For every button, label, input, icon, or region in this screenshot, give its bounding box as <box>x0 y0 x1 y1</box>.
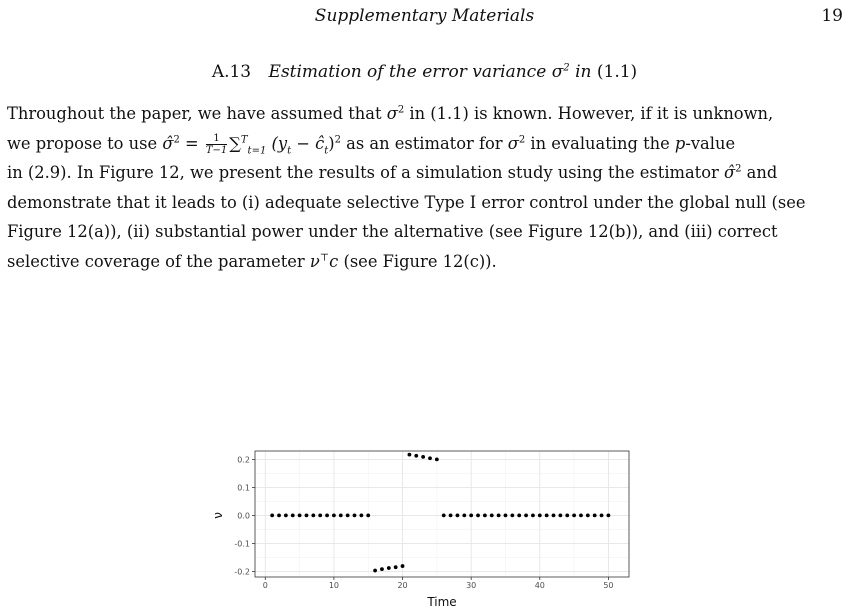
figure <box>212 448 632 611</box>
page-number: 19 <box>821 6 843 26</box>
y-tick-label: -0.2 <box>234 567 250 577</box>
y-tick-label: -0.1 <box>234 539 250 549</box>
data-point <box>524 514 528 518</box>
data-point <box>380 567 384 571</box>
data-point <box>332 514 336 518</box>
data-point <box>469 514 473 518</box>
x-tick-label: 0 <box>262 581 268 590</box>
data-point <box>449 514 453 518</box>
x-tick-label: 20 <box>397 581 408 590</box>
data-point <box>435 458 439 462</box>
paragraph-line-4: demonstrate that it leads to (i) adequate selective Type I error control under the global null (see <box>7 192 806 212</box>
data-point <box>552 514 556 518</box>
running-title: Supplementary Materials <box>314 6 535 26</box>
data-point <box>531 514 535 518</box>
data-point <box>538 514 542 518</box>
data-point <box>600 514 604 518</box>
x-tick-label: 50 <box>603 581 614 590</box>
x-axis-label: Time <box>427 595 457 609</box>
data-point <box>456 514 460 518</box>
data-point <box>558 514 562 518</box>
data-point <box>414 454 418 458</box>
paragraph-line-3: in (2.9). In Figure 12, we present the results of a simulation study using the estimator σ̂$^2$ and <box>7 163 778 182</box>
data-point <box>442 514 446 518</box>
data-point <box>510 514 514 518</box>
data-point <box>366 514 370 518</box>
data-point <box>497 514 501 518</box>
data-point <box>593 514 597 518</box>
data-point <box>373 569 377 573</box>
data-point <box>339 514 343 518</box>
paragraph <box>7 99 842 276</box>
y-tick-label: 0.0 <box>237 511 250 521</box>
data-point <box>305 514 309 518</box>
data-point <box>394 565 398 569</box>
data-point <box>318 514 322 518</box>
data-point <box>490 514 494 518</box>
data-point <box>359 514 363 518</box>
data-point <box>428 456 432 460</box>
page-header <box>0 6 849 28</box>
data-point <box>504 514 508 518</box>
data-point <box>408 453 412 457</box>
data-point <box>284 514 288 518</box>
data-point <box>291 514 295 518</box>
section-ref: (1.1) <box>596 62 638 82</box>
data-point <box>421 455 425 459</box>
y-axis-label: ν <box>212 512 225 519</box>
section-heading <box>0 62 849 82</box>
x-tick-label: 40 <box>534 581 545 590</box>
data-point <box>462 514 466 518</box>
data-point <box>387 566 391 570</box>
y-tick-label: 0.1 <box>237 483 250 493</box>
data-point <box>572 514 576 518</box>
data-point <box>401 564 405 568</box>
data-point <box>517 514 521 518</box>
x-tick-label: 30 <box>466 581 477 590</box>
section-title: Estimation of the error variance $\sigma^2$ in <box>268 62 592 82</box>
data-point <box>586 514 590 518</box>
paragraph-line-1: Throughout the paper, we have assumed that $\sigma^2$ in (1.1) is known. However, if it is unknown, <box>7 104 774 123</box>
paragraph-line-6: selective coverage of the parameter ν⊤c (see Figure 12(c)). <box>7 251 497 271</box>
x-tick-label: 10 <box>328 581 340 590</box>
data-point <box>353 514 357 518</box>
y-tick-label: 0.2 <box>237 455 250 465</box>
data-point <box>607 514 611 518</box>
data-point <box>311 514 315 518</box>
data-point <box>476 514 480 518</box>
section-number: A.13 <box>211 62 252 82</box>
data-point <box>346 514 350 518</box>
paragraph-line-2: we propose to use σ̂$^2$ = $\frac{1}{T-1}$ ∑$^T_{t=1}$ ($y_t$ − $ĉ_t)^2$ as an estimator for $\sigma^2$ in evaluating the p-value <box>7 132 736 156</box>
data-point <box>298 514 302 518</box>
data-point <box>325 514 329 518</box>
data-point <box>483 514 487 518</box>
data-point <box>545 514 549 518</box>
scatter-chart <box>212 448 632 611</box>
fraction: $\frac{1}{T-1}$ <box>205 132 228 156</box>
data-point <box>277 514 281 518</box>
paragraph-line-5: Figure 12(a)), (ii) substantial power under the alternative (see Figure 12(b)), and (iii) correct <box>7 222 778 241</box>
data-point <box>565 514 569 518</box>
data-point <box>579 514 583 518</box>
data-point <box>270 514 274 518</box>
